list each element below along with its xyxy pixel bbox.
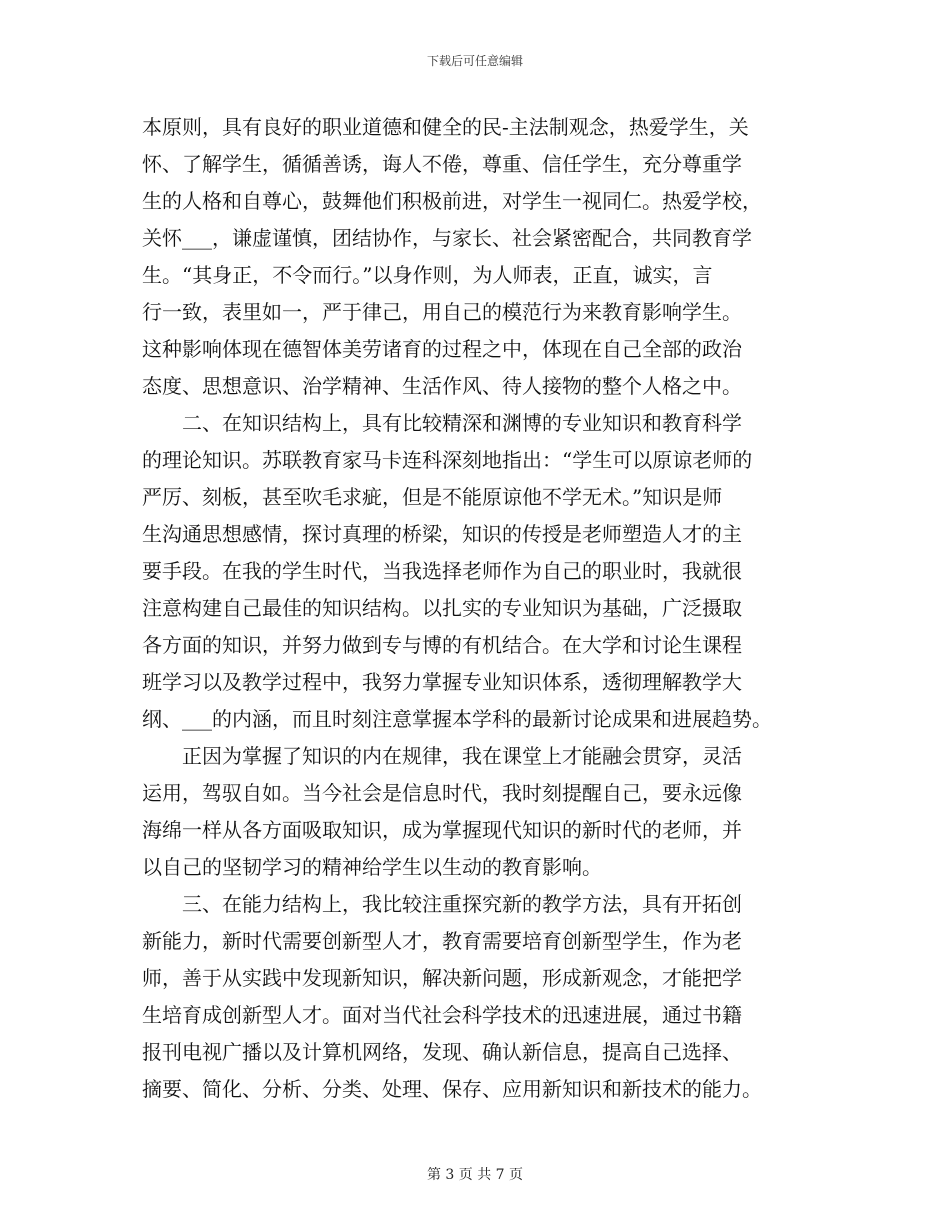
document-body [142,109,812,1108]
text-line: 二、在知识结构上，具有比较精深和渊博的专业知识和教育科学 [142,411,742,435]
text-line: 的理论知识。苏联教育家马卡连科深刻地指出：“学生可以原谅老师的 [142,448,753,472]
text-line: 关怀___，谦虚谨慎，团结协作，与家长、社会紧密配合，共同教育学 [142,226,752,250]
text-line: 运用，驾驭自如。当今社会是信息时代，我时刻提醒自己，要永远像 [142,781,742,805]
text-line: 新能力，新时代需要创新型人才，教育需要培育创新型学生，作为老 [142,929,742,953]
text-line: 报刊电视广播以及计算机网络，发现、确认新信息，提高自己选择、 [142,1040,742,1064]
page-number: 第 3 页 共 7 页 [426,1167,524,1183]
text-line: 摘要、简化、分析、分类、处理、保存、应用新知识和新技术的能力。 [142,1077,762,1101]
text-line: 行一致，表里如一，严于律己，用自己的模范行为来教育影响学生。 [142,300,742,324]
text-line: 要手段。在我的学生时代，当我选择老师作为自己的职业时，我就很 [142,559,742,583]
text-line: 纲、___的内涵，而且时刻注意掌握本学科的最新讨论成果和进展趋势。 [142,707,772,731]
text-line: 注意构建自己最佳的知识结构。以扎实的专业知识为基础，广泛摄取 [142,596,742,620]
text-line: 班学习以及教学过程中，我努力掌握专业知识体系，透彻理解教学大 [142,670,742,694]
text-line: 生。“其身正，不令而行。”以身作则，为人师表，正直，诚实，言 [142,263,713,287]
text-line: 怀、了解学生，循循善诱，诲人不倦，尊重、信任学生，充分尊重学 [142,152,742,176]
text-line: 正因为掌握了知识的内在规律，我在课堂上才能融会贯穿，灵活 [142,744,742,768]
text-line: 各方面的知识，并努力做到专与博的有机结合。在大学和讨论生课程 [142,633,742,657]
text-line: 三、在能力结构上，我比较注重探究新的教学方法，具有开拓创 [142,892,742,916]
text-line: 生培育成创新型人才。面对当代社会科学技术的迅速进展，通过书籍 [142,1003,742,1027]
text-line: 态度、思想意识、治学精神、生活作风、待人接物的整个人格之中。 [142,374,742,398]
text-line: 严厉、刻板，甚至吹毛求疵，但是不能原谅他不学无术。”知识是师 [142,485,723,509]
page-header: 下载后可任意编辑 [426,54,523,68]
text-line: 这种影响体现在德智体美劳诸育的过程之中，体现在自己全部的政治 [142,337,742,361]
text-line: 生的人格和自尊心，鼓舞他们积极前进，对学生一视同仁。热爱学校， [142,189,762,213]
text-line: 以自己的坚韧学习的精神给学生以生动的教育影响。 [142,855,602,879]
text-line: 生沟通思想感情，探讨真理的桥梁，知识的传授是老师塑造人才的主 [142,522,742,546]
text-line: 师，善于从实践中发现新知识，解决新问题，形成新观念，才能把学 [142,966,742,990]
text-line: 海绵一样从各方面吸取知识，成为掌握现代知识的新时代的老师，并 [142,818,742,842]
text-line: 本原则，具有良好的职业道德和健全的民-主法制观念，热爱学生，关 [142,115,749,139]
